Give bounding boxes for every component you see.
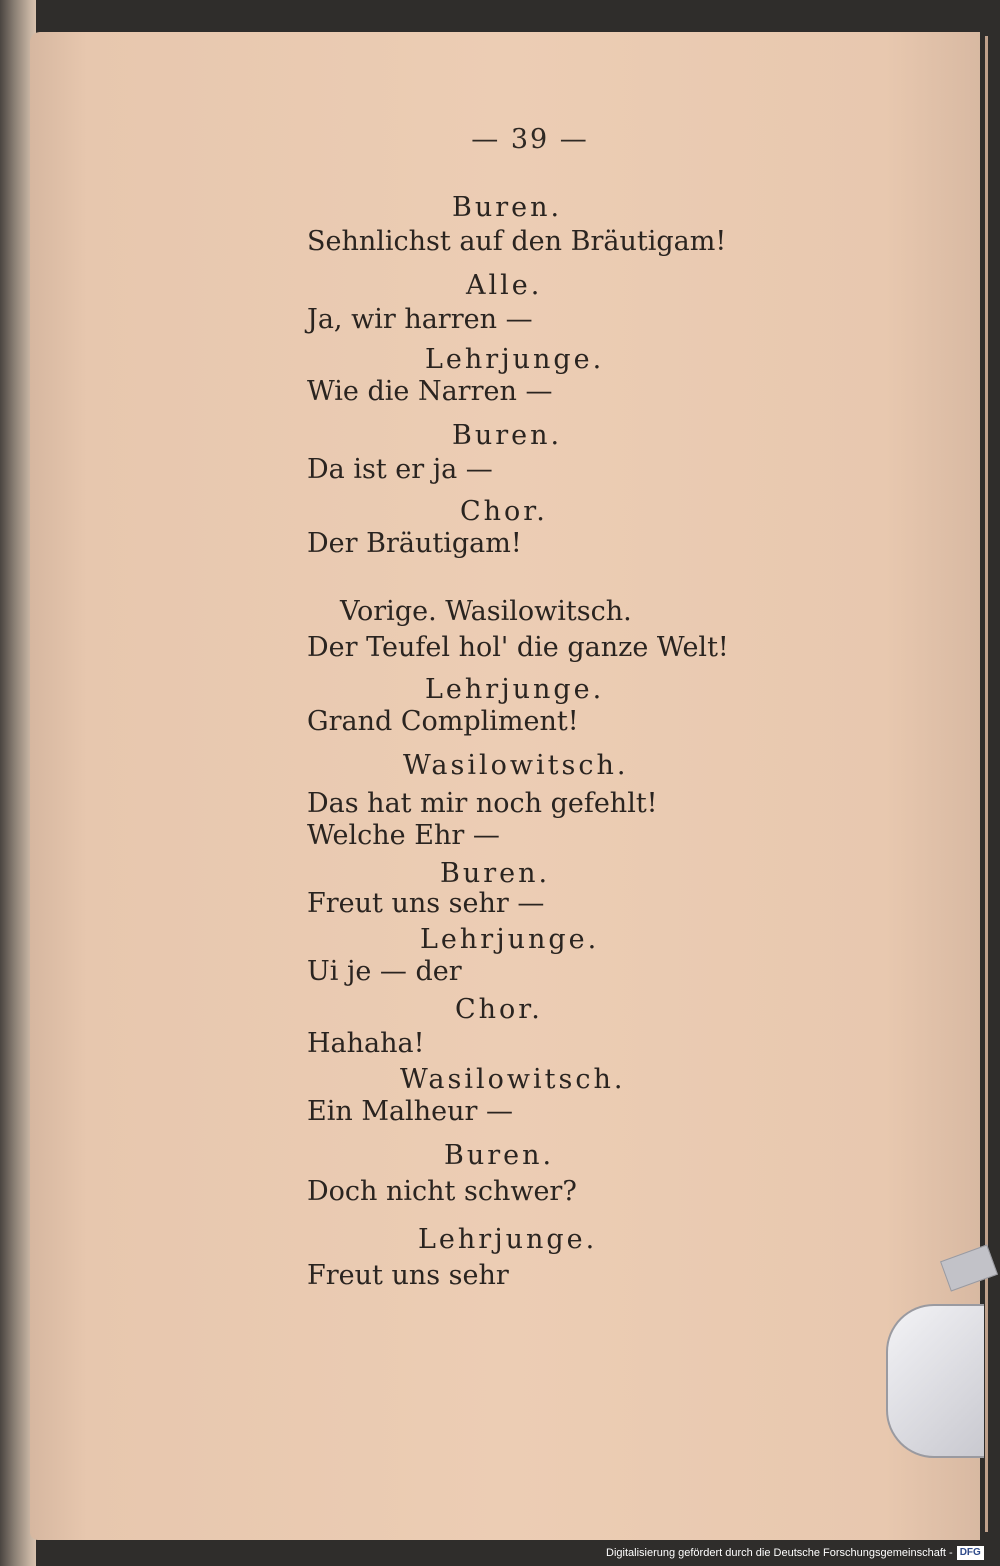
speaker-label: Buren. (452, 420, 563, 451)
verse-line: Freut uns sehr — (307, 888, 545, 919)
verse-line: Sehnlichst auf den Bräutigam! (307, 226, 727, 257)
verse-line: Grand Compliment! (307, 706, 579, 737)
verse-line: Wie die Narren — (307, 376, 553, 407)
verse-line: Da ist er ja — (307, 454, 493, 485)
page-clip (886, 1304, 984, 1458)
page-edge (985, 36, 988, 1532)
verse-line: Ui je — der (307, 956, 462, 987)
speaker-label: Chor. (455, 994, 543, 1025)
verse-line: Ein Malheur — (307, 1096, 513, 1127)
verse-line: Hahaha! (307, 1028, 425, 1059)
page-number: — 39 — (471, 124, 589, 155)
verse-line: Doch nicht schwer? (307, 1176, 577, 1207)
speaker-label: Buren. (444, 1140, 555, 1171)
speaker-label: Lehrjunge. (425, 674, 605, 705)
speaker-label: Alle. (466, 270, 543, 301)
verse-line: Freut uns sehr (307, 1260, 509, 1291)
footer-text: Digitalisierung gefördert durch die Deutsche Forschungsgemeinschaft - (606, 1547, 953, 1559)
scene-heading: Vorige. Wasilowitsch. (340, 596, 632, 627)
digitization-footer (606, 1543, 998, 1563)
verse-line: Das hat mir noch gefehlt! (307, 788, 658, 819)
speaker-label: Lehrjunge. (425, 344, 605, 375)
speaker-label: Buren. (440, 858, 551, 889)
verse-line: Welche Ehr — (307, 820, 500, 851)
speaker-label: Wasilowitsch. (400, 1064, 626, 1095)
verse-line: Der Teufel hol' die ganze Welt! (307, 632, 729, 663)
verse-line: Ja, wir harren — (307, 304, 533, 335)
dfg-logo: DFG (957, 1546, 984, 1560)
speaker-label: Buren. (452, 192, 563, 223)
verse-line: Der Bräutigam! (307, 528, 522, 559)
speaker-label: Chor. (460, 496, 548, 527)
speaker-label: Lehrjunge. (420, 924, 600, 955)
speaker-label: Lehrjunge. (418, 1224, 598, 1255)
speaker-label: Wasilowitsch. (403, 750, 629, 781)
